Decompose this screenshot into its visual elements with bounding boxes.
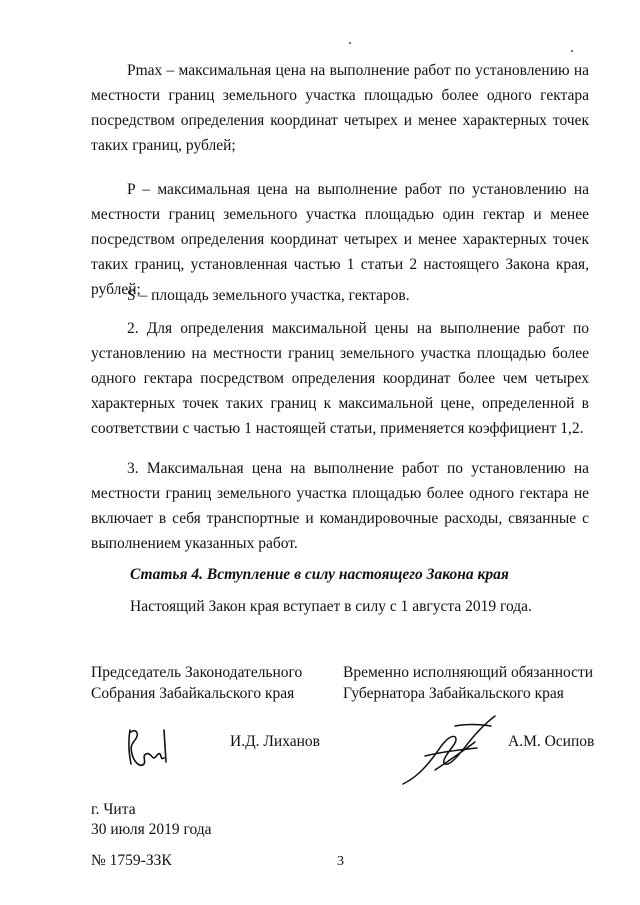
right-signatory-name: А.М. Осипов	[508, 733, 595, 750]
article-4-text: Настоящий Закон края вступает в силу с 1 августа 2019 года.	[130, 598, 532, 615]
pmax-definition: Pmax – максимальная цена на выполнение работ по установлению на местности границ земельного участка площадью более одного гектара посредством определения координат четырех и менее характерных точек таких границ, рублей;	[91, 62, 589, 154]
page-number: 3	[337, 854, 344, 869]
left-title-line-2: Собрания Забайкальского края	[91, 685, 295, 702]
left-title-line-1: Председатель Законодательного	[91, 664, 303, 681]
left-signatory-name: И.Д. Лиханов	[230, 733, 320, 750]
scan-speck	[349, 42, 351, 44]
right-handwritten-signature	[395, 712, 505, 792]
right-title-line-1: Временно исполняющий обязанности	[343, 664, 594, 681]
right-signatory-title	[343, 662, 613, 704]
s-definition: S – площадь земельного участка, гектаров.	[127, 287, 410, 304]
left-signatory-title	[91, 662, 341, 704]
item-3-paragraph: 3. Максимальная цена на выполнение работ по установлению на местности границ земельного участка площадью более одного гектара не включает в себя транспортные и командировочные расходы, связанные с выполнением указанных работ.	[91, 460, 589, 552]
signing-date: 30 июля 2019 года	[91, 821, 212, 838]
city: г. Чита	[91, 801, 136, 818]
right-title-line-2: Губернатора Забайкальского края	[343, 685, 564, 702]
p-definition: P – максимальная цена на выполнение работ по установлению на местности границ земельного участка площадью один гектар и менее посредством определения координат четырех и менее характерных точек таких границ, установленная частью 1 статьи 2 настоящего Закона края, рублей;	[91, 181, 589, 298]
left-handwritten-signature	[120, 724, 176, 774]
place-and-date	[91, 800, 212, 840]
item-2-paragraph: 2. Для определения максимальной цены на выполнение работ по установлению на местности границ земельного участка площадью более одного гектара посредством определения координат более чем четырех характерных точек таких границ к максимальной цене, определенной в соответствии с частью 1 настоящей статьи, применяется коэффициент 1,2.	[91, 320, 589, 437]
document-number: № 1759-ЗЗК	[91, 852, 172, 869]
article-4-heading: Статья 4. Вступление в силу настоящего Закона края	[130, 566, 509, 583]
scan-speck	[571, 50, 573, 52]
